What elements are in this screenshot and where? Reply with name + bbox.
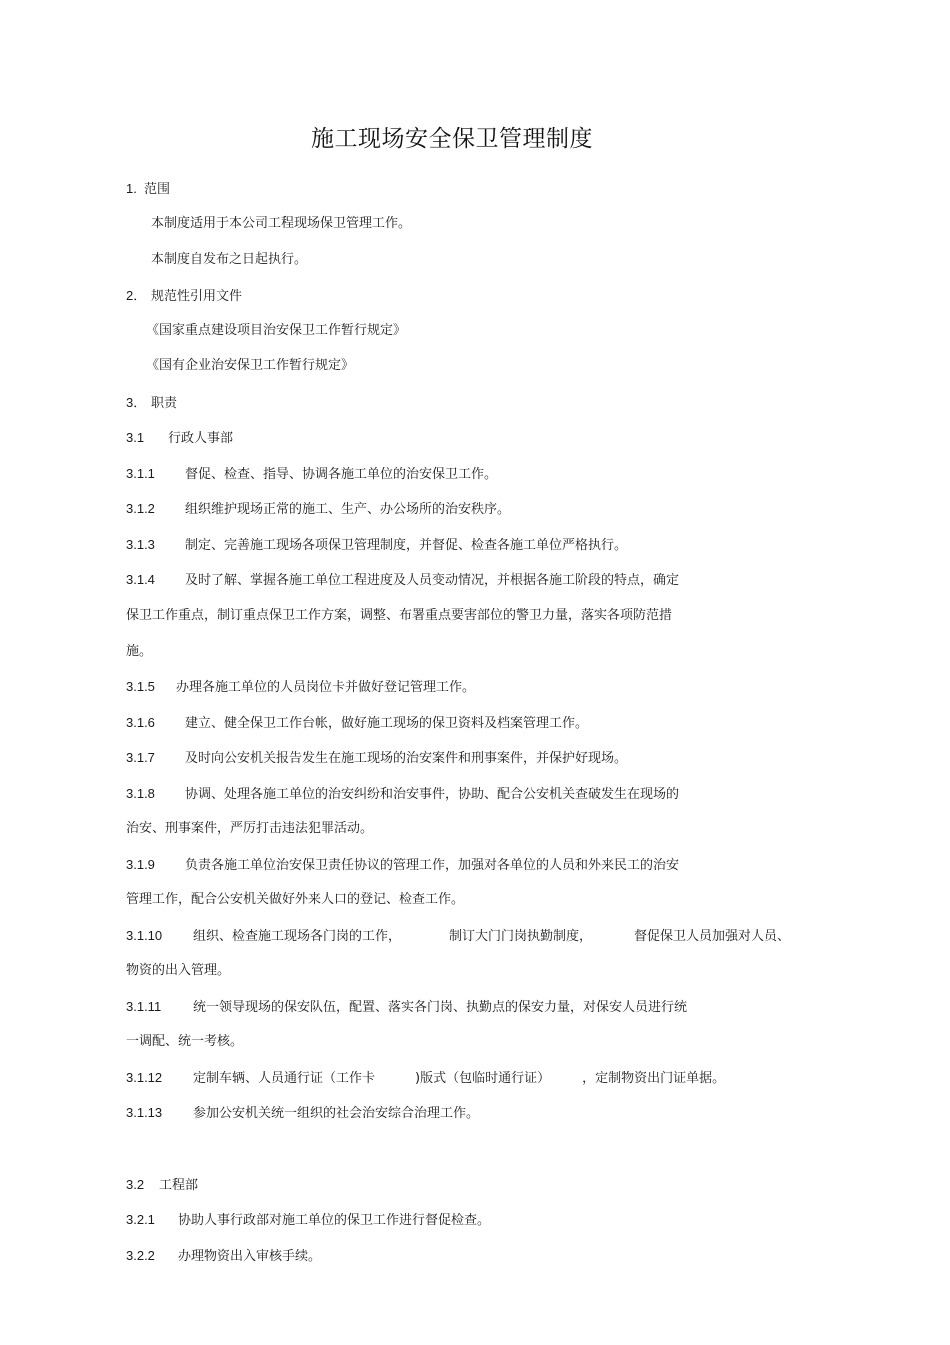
item-text: 建立、健全保卫工作台帐，做好施工现场的保卫资料及档案管理工作。 (185, 716, 589, 731)
section-number: 1. (126, 181, 137, 196)
item-number: 3.1.13 (126, 1105, 163, 1120)
item-text: 办理物资出入审核手续。 (178, 1249, 322, 1264)
item-text-part: )版式（包临时通行证） (415, 1071, 551, 1086)
item-text: 负责各施工单位治安保卫责任协议的管理工作，加强对各单位的人员和外来民工的治安 (185, 858, 680, 873)
item-number: 3.1.4 (126, 572, 155, 587)
list-item (126, 536, 627, 555)
subsection-3-2-heading (126, 1176, 198, 1195)
list-item-continuation: 管理工作，配合公安机关做好外来人口的登记、检查工作。 (126, 892, 465, 907)
list-item (126, 714, 588, 733)
list-item (126, 1211, 490, 1230)
item-text-part: 督促保卫人员加强对人员、 (634, 929, 791, 944)
subsection-heading-text: 行政人事部 (168, 431, 234, 446)
item-text: 及时向公安机关报告发生在施工现场的治安案件和刑事案件，并保护好现场。 (185, 751, 628, 766)
section-1-heading (126, 180, 170, 199)
subsection-number: 3.2 (126, 1177, 145, 1192)
item-text: 办理各施工单位的人员岗位卡并做好登记管理工作。 (176, 680, 476, 695)
list-item-continuation: 一调配、统一考核。 (126, 1034, 244, 1049)
item-number: 3.1.5 (126, 679, 155, 694)
item-text-part: 制订大门门岗执勤制度， (449, 929, 593, 944)
item-number: 3.1.7 (126, 750, 155, 765)
item-text: 参加公安机关统一组织的社会治安综合治理工作。 (193, 1106, 480, 1121)
list-item (126, 749, 627, 768)
section-number: 3． (126, 395, 147, 410)
item-number: 3.1.12 (126, 1070, 163, 1085)
section-heading-text: 职责 (151, 396, 178, 411)
item-number: 3.1.9 (126, 857, 155, 872)
subsection-heading-text: 工程部 (159, 1178, 199, 1193)
reference-item: 《国家重点建设项目治安保卫工作暂行规定》 (146, 323, 407, 338)
item-number: 3.1.10 (126, 928, 163, 943)
item-number: 3.1.6 (126, 715, 155, 730)
list-item (126, 571, 679, 590)
list-item (126, 856, 679, 875)
document-title: 施工现场安全保卫管理制度 (311, 126, 593, 152)
list-item (126, 998, 687, 1017)
paragraph: 本制度自发布之日起执行。 (151, 252, 308, 267)
list-item (126, 1104, 479, 1123)
item-number: 3.1.2 (126, 501, 155, 516)
item-text: 组织维护现场正常的施工、生产、办公场所的治安秩序。 (185, 502, 511, 517)
item-number: 3.2.2 (126, 1248, 155, 1263)
item-text: 协调、处理各施工单位的治安纠纷和治安事件，协助、配合公安机关查破发生在现场的 (185, 787, 680, 802)
item-text-part: 组织、检查施工现场各门岗的工作， (193, 929, 402, 944)
list-item-continuation: 物资的出入管理。 (126, 963, 231, 978)
item-number: 3.1.3 (126, 537, 155, 552)
item-text: 协助人事行政部对施工单位的保卫工作进行督促检查。 (178, 1213, 491, 1228)
list-item (126, 500, 510, 519)
list-item (126, 465, 497, 484)
item-text: 统一领导现场的保安队伍，配置、落实各门岗、执勤点的保安力量，对保安人员进行统 (193, 1000, 688, 1015)
list-item (126, 785, 679, 804)
section-2-heading (126, 287, 242, 306)
item-text-part: ，定制物资出门证单据。 (582, 1071, 726, 1086)
subsection-3-1-heading (126, 429, 233, 448)
list-item-continuation: 施。 (126, 644, 153, 659)
section-heading-text: 范围 (144, 182, 171, 197)
item-text: 及时了解、掌握各施工单位工程进度及人员变动情况，并根据各施工阶段的特点，确定 (185, 573, 680, 588)
item-text: 督促、检查、指导、协调各施工单位的治安保卫工作。 (185, 467, 498, 482)
subsection-number: 3.1 (126, 430, 145, 445)
list-item-continuation: 保卫工作重点，制订重点保卫工作方案，调整、布署重点要害部位的警卫力量，落实各项防范措 (126, 608, 673, 623)
item-number: 3.1.8 (126, 786, 155, 801)
reference-item: 《国有企业治安保卫工作暂行规定》 (146, 358, 355, 373)
section-heading-text: 规范性引用文件 (151, 289, 243, 304)
section-number: 2． (126, 288, 147, 303)
list-item (126, 927, 790, 946)
paragraph: 本制度适用于本公司工程现场保卫管理工作。 (151, 216, 412, 231)
list-item (126, 1069, 725, 1088)
item-number: 3.1.11 (126, 999, 162, 1014)
item-number: 3.1.1 (126, 466, 155, 481)
list-item (126, 678, 475, 697)
item-text: 制定、完善施工现场各项保卫管理制度，并督促、检查各施工单位严格执行。 (185, 538, 628, 553)
item-text-part: 定制车辆、人员通行证（工作卡 (193, 1071, 376, 1086)
list-item-continuation: 治安、刑事案件，严厉打击违法犯罪活动。 (126, 821, 374, 836)
list-item (126, 1247, 321, 1266)
section-3-heading (126, 394, 177, 413)
item-number: 3.2.1 (126, 1212, 155, 1227)
